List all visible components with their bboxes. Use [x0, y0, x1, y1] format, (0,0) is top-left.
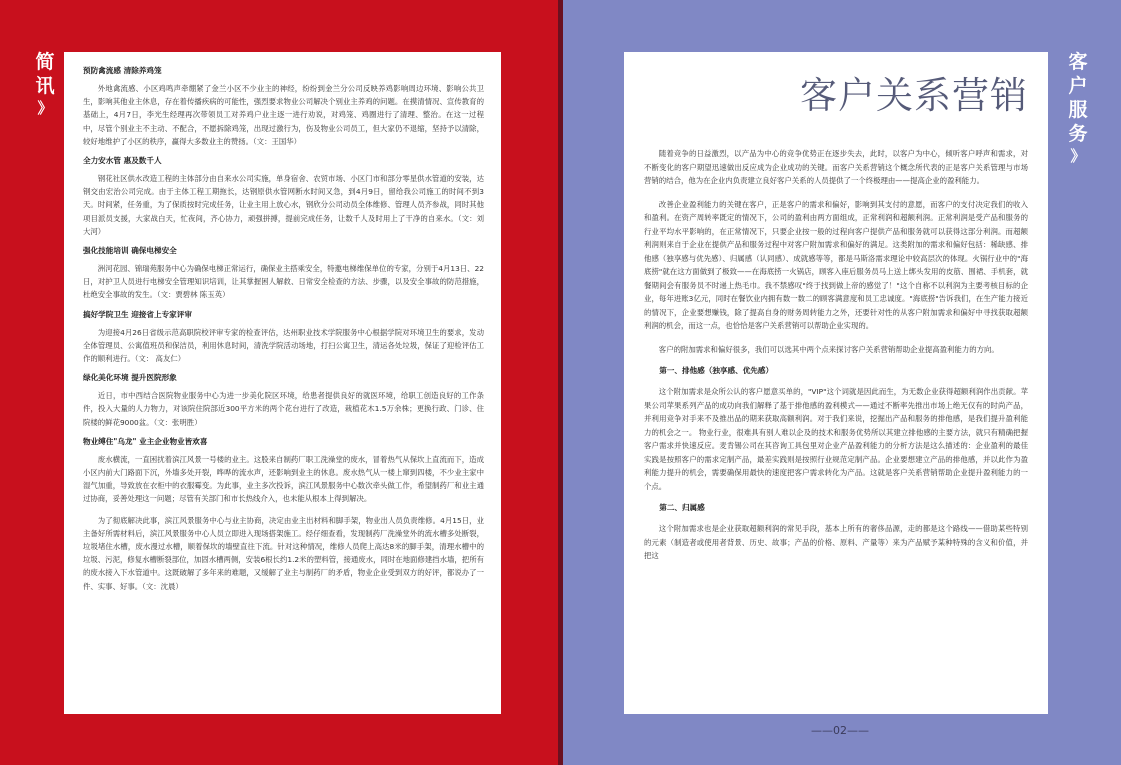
chevron-down-icon: 》 [37, 99, 53, 117]
tab-char: 讯 [35, 75, 55, 97]
news-panel [64, 52, 501, 714]
article-heading: 强化技能培训 确保电梯安全 [83, 246, 177, 256]
tab-char: 服 [1068, 99, 1088, 121]
page-title: 客户关系营销 [800, 74, 1028, 117]
body-paragraph: 客户的附加需求和偏好很多，我们可以选其中两个点来探讨客户关系营销帮助企业提高盈利能力的方向。 [658, 344, 999, 354]
body-paragraph: 这个附加需求也是企业获取超额利润的常见手段，基本上所有的奢侈品源，走的都是这个路线——借助某些特别的元素（制造者或使用者背景、历史、故事；产品的价格、原料、产量等）来为产品赋予某种特殊的含义和价值，并把这 [644, 524, 1028, 560]
article-paragraph: 为了彻底解决此事，滨江风景服务中心与业主协商，决定由业主出材料和脚手架，物业出人员负责维修。4月15日，业主备好所需材料后，滨江风景服务中心人员立即进入现场搭架施工。经仔细查看，发现制药厂洗澡堂外的流水槽多处断裂，垃圾堵住水槽，废水漫过水槽，顺着保坎的墙壁直往下流。针对这种情况，维修人员爬上高达8米的脚手架，清理水槽中的垃圾、污泥，修复水槽断裂部位，加固水槽两侧，安装6根长约1.2米的塑料管，接通废水，同时在地面修建挡水墙，把所有的废水接入下水管道中。这既破解了多年来的难题，又缓解了业主与制药厂的矛盾，物业企业受到双方的好评，都说办了一件、实事、好事。（文：沈晨） [83, 515, 484, 591]
article-paragraph: 钢花社区供水改造工程的主体部分由自来水公司实施，单身宿舍、农贸市场、小区门市和部分零星供水管道的安装，达钢交由宏治公司完成。由于主体工程工期拖长，达钢原供水管网断水时间又急，到4月9日，留给我公司施工的时间不到3天。时间紧，任务重，为了保质按时完成任务，让业主用上放心水，钢欣分公司动员全体维修、管理人员齐参战，同时其他项目派员支援，大家战白天，忙夜间，齐心协力，顽强拼搏，提前完成任务，让数千人及时用上了干净的自来水。（文：刘大河） [83, 174, 484, 236]
article-paragraph: 外地禽流感、小区鸡鸣声牵绷紧了金兰小区不少业主的神经，纷纷到金兰分公司反映养鸡影响周边环境、影响公共卫生，影响其他业主休息，存在着传播疾病的可能性，强烈要求物业公司解决个别业主养鸡的问题。在摸清情况、宣传教育的基础上，4月7日，李光生经理再次带领员工对养鸡户业主逐一进行劝说，对鸡笼、鸡圈进行了清理、整治。在这一过程中，尽管个别业主不主动、不配合，不愿拆除鸡笼，出现过激行为，伤及物业公司员工，但大家仍不退缩，坚持予以清除，较好地维护了小区的秩序，赢得大多数业主的赞扬。（文：王国华） [83, 84, 484, 146]
body-paragraph: 随着竞争的日益激烈，以产品为中心的竞争优势正在逐步失去，此时，以客户为中心，倾听客户呼声和需求，对不断变化的客户期望迅速做出反应成为企业成功的关键。而客户关系营销这个概念所代表的正是客户关系管理与市场营销的结合，他为在企业内负责建立良好客户关系的人员提供了一个终极理由——提高企业的盈利能力。 [644, 149, 1028, 185]
article-heading: 预防禽流感 清除养鸡笼 [83, 66, 162, 75]
body-paragraph: 这个附加需求是众所公认的客户愿意买单的，"VIP"这个词就是因此而生，为无数企业获得超额利润作出贡献。苹果公司苹果系列产品的成功向我们解释了基于排他感的盈利模式——通过不断率先推出市场上绝无仅有的时尚产品，并利用竞争对手来不及推出品的期来获取高额利润。对于我们来说，挖掘出产品和服务的排他感，是我们提升盈利能力的机会之一。 物业行业，很难具有别人难以企及的技术和服务优势所以其建立排他感的主要方法，就只有精确把握客户需求并快速反应。麦肯锡公司在其咨询工具包里对企业产品盈利能力的分析方法是这么描述的：企业盈利的最佳实践是按照客户的需求定制产品，最差实践则是按照行业规范定制产品。企业要想建立产品的排他感，并以此作为盈利能力提升的机会，需要确保用最快的速度把客户需求转化为产品。这就是客户关系营销帮助企业提升盈利能力的一个点。 [644, 387, 1028, 491]
tab-char: 简 [35, 51, 55, 73]
customer-service-section-tab [1063, 50, 1093, 165]
tab-char: 户 [1068, 75, 1088, 97]
page-number: ——02—— [811, 724, 869, 737]
article [83, 246, 484, 302]
section-heading: 第二、归属感 [659, 503, 705, 512]
article [83, 66, 484, 148]
article [83, 437, 484, 593]
article-heading: 全力安水管 惠及数千人 [83, 156, 162, 166]
tab-char: 务 [1068, 123, 1088, 145]
chevron-down-icon: 》 [1070, 147, 1086, 165]
marketing-panel [624, 52, 1048, 714]
body-paragraph: 改善企业盈利能力的关键在客户，正是客户的需求和偏好，影响到其支付的意愿，而客户的支付决定我们的收入和盈利。在资产周转率既定的情况下，公司的盈利由两方面组成，正常利润和超额利润。正常利润是受产品和服务的行业平均水平影响的，在正常情况下，只要企业按一般的过程向客户提供产品和服务就可以获得这部分利润。而超额利润则来自于企业在提供产品和服务过程中对客户附加需求和偏好的满足。这类附加的需求和偏好包括：稀缺感、排他感（独享感与优先感）、归属感（认同感）、成就感等等，都是马斯洛需求理论中较高层次的体现。火锅行业中的"海底捞"就在这方面做到了极致——在海底捞一火锅店，顾客入座后服务员马上送上绑头发用的皮筋、围裙、手机套，就餐期间会有服务员不时递上热毛巾。我不禁感叹"终于找到做上帝的感觉了！"这个自称不以利润为主要考核目标的企业，每年进账3亿元，同时在餐饮业内拥有数一数二的顾客满意度和员工忠诚度。"海底捞"告诉我们，在生产能力接近的情况下，企业要想赚钱，除了提高自身的财务周转能力之外，还要针对性的从客户附加需求和偏好中寻找获取超额利润的机会，而这一点，也恰恰是客户关系营销可以帮助企业实现的。 [644, 199, 1028, 330]
tab-char: 客 [1068, 51, 1088, 73]
article-paragraph: 废水横流，一直困扰着滨江风景一号楼的业主。这股来自制药厂职工洗澡堂的废水，冒着热气从保坎上直流而下，造成小区内前大门路面下沉，外墙多处开裂，哗哗的流水声，还影响到业主的休息。废水热气从一楼上窜到四楼，不少业主家中湿气加重，导致放在衣柜中的衣服霉变。为此事，业主多次投诉，滨江风景服务中心数次牵头做工作，希望制药厂和业主通过协商，妥善处理这一问题；尽管有关部门和市长热线介入，也未能从根本上得到解决。 [83, 454, 484, 504]
page-gutter [558, 0, 563, 765]
article [83, 310, 484, 366]
article-heading: 绿化美化环境 提升医院形象 [83, 373, 177, 383]
article-heading: 物业缚住"乌龙" 业主企业物业皆欢喜 [83, 436, 208, 446]
news-section-tab [30, 50, 60, 117]
article-paragraph: 为迎接4月26日省级示范高职院校评审专家的检查评估，达州职业技术学院服务中心根据学院对环境卫生的要求，发动全体管理员、公寓值班员和保洁员，利用休息时间，清洗学院活动场地，打扫公寓卫生，清运各处垃圾，保证了迎检评估工作的顺利进行。（文： 高友仁） [83, 327, 484, 364]
article-paragraph: 洲河花园、锦瑞苑服务中心为确保电梯正常运行，确保业主搭乘安全，特邀电梯维保单位的专家，分别于4月13日、22日，对护卫人员进行电梯安全管理知识培训，让其掌握困人解救、日常安全检查的方法、步骤，以及安全事故的防范措施，杜绝安全事故的发生。（文：贾碧林 陈玉英） [83, 264, 484, 300]
article [83, 156, 484, 238]
article [83, 373, 484, 429]
article-heading: 搞好学院卫生 迎接省上专家评审 [83, 309, 192, 319]
article-paragraph: 近日，市中西结合医院物业服务中心为进一步美化院区环境，给患者提供良好的就医环境，给职工创造良好的工作条件，投入大量的人力物力，对该院住院部近300平方米的两个花台进行了改造，栽植花木1.5万余株；更换行政、门诊、住院楼的鲜花9000盆。（文：张明胜） [83, 391, 484, 427]
section-heading: 第一、排他感（独享感、优先感） [659, 366, 774, 375]
